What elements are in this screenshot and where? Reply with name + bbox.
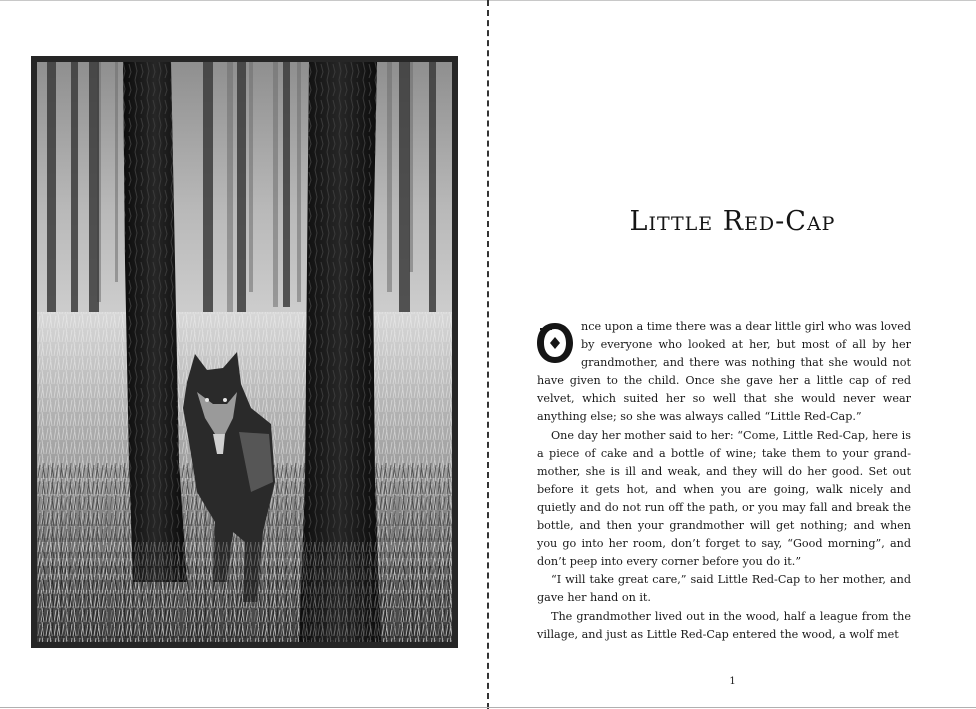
paragraph-1: nce upon a time there was a dear little girl who was loved by everyone who looked at her, but most of all by her grandmother, and there was nothing that she would not have given to the child. Once she gave her a little cap of red velvet, which suited her so well that she would never wear anything else; so she was always called “Little Red-Cap.” (537, 320, 911, 424)
wolf-forest-photo-icon (37, 62, 452, 642)
paragraph-2: One day her mother said to her: “Come, Little Red-Cap, here is a piece of cake and a bottle of wine; take them to your grand-mother, she is ill and weak, and they will do her good. Set out before it gets hot, and when you are going, walk nicely and quietly and do not run off the path, or you may fall and break the bottle, and then your grandmother will get nothing; and when you go into her room, don’t forget to say, “Good morning”, and don’t peep into every corner before you do it.” (537, 428, 911, 569)
left-page (0, 0, 487, 709)
paragraph-3: “I will take great care,” said Little Red-Cap to her mother, and gave her hand on it. (537, 573, 911, 605)
drop-cap (535, 320, 575, 366)
paragraph-4: The grandmother lived out in the wood, half a league from the village, and just as Little Red-Cap entered the wood, a wolf met (537, 609, 911, 641)
page-number: 1 (729, 676, 736, 687)
ornate-drop-cap-icon (535, 320, 575, 366)
story-text (537, 318, 911, 644)
chapter-title: Little Red-Cap (629, 206, 836, 237)
bottom-rule (0, 707, 976, 708)
wolf-forest-illustration (31, 56, 458, 648)
